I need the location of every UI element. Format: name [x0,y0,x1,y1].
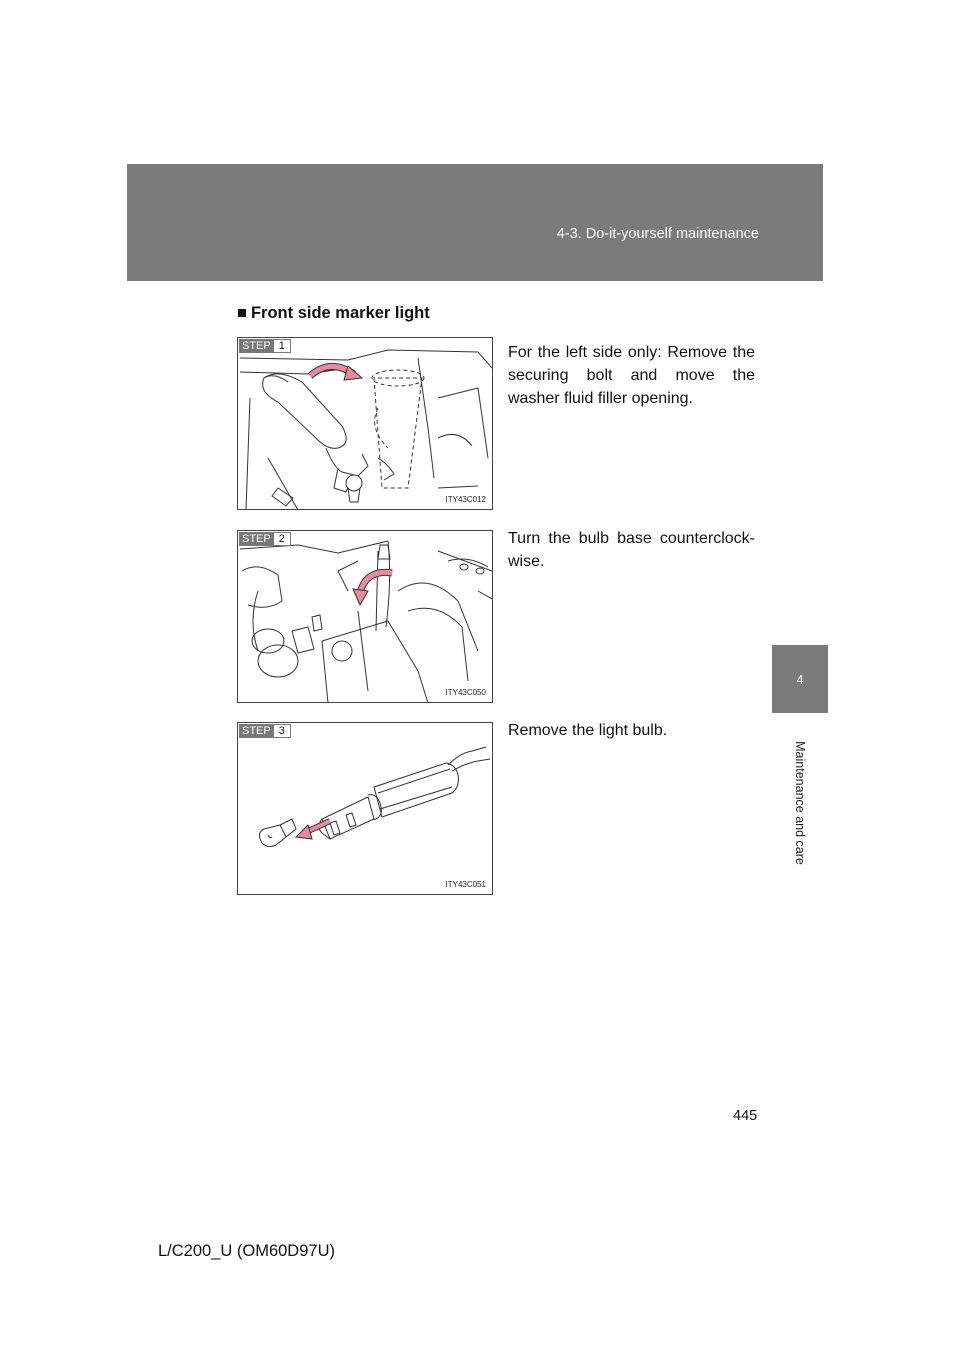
chapter-tab-number: 4 [772,645,828,713]
washer-filler-illustration [238,338,493,510]
heading-bullet: ■ [237,304,247,322]
heading-text: Front side marker light [250,304,430,322]
figure-code: ITY43C051 [445,880,486,889]
section-label: 4-3. Do-it-yourself maintenance [556,226,759,242]
light-bulb-removal-illustration [238,723,493,895]
step-3-figure [237,722,493,895]
figure-code: ITY43C050 [445,688,486,697]
step-2-figure [237,530,493,703]
step-word: STEP [239,532,274,546]
step-1-figure [237,337,493,510]
step-number: 1 [274,339,291,353]
figure-code: ITY43C012 [445,495,486,504]
step-3-tag [239,724,291,738]
step-word: STEP [239,339,274,353]
bulb-base-illustration [238,531,493,703]
chapter-tab-label [778,718,822,888]
step-1-text: For the left side only: Remove the securing bolt and move the washer fluid filler opening. [508,344,755,407]
step-2-tag [239,532,291,546]
header-band [127,164,823,281]
step-number: 2 [274,532,291,546]
step-number: 3 [274,724,291,738]
manual-code: L/C200_U (OM60D97U) [158,1242,335,1260]
step-3-text: Remove the light bulb. [508,722,668,739]
step-1-tag [239,339,291,353]
step-2-text: Turn the bulb base counterclock-wise. [508,530,755,570]
section-heading [237,304,430,323]
chapter-title: Maintenance and care [793,741,808,865]
page-number: 445 [733,1108,758,1124]
step-word: STEP [239,724,274,738]
